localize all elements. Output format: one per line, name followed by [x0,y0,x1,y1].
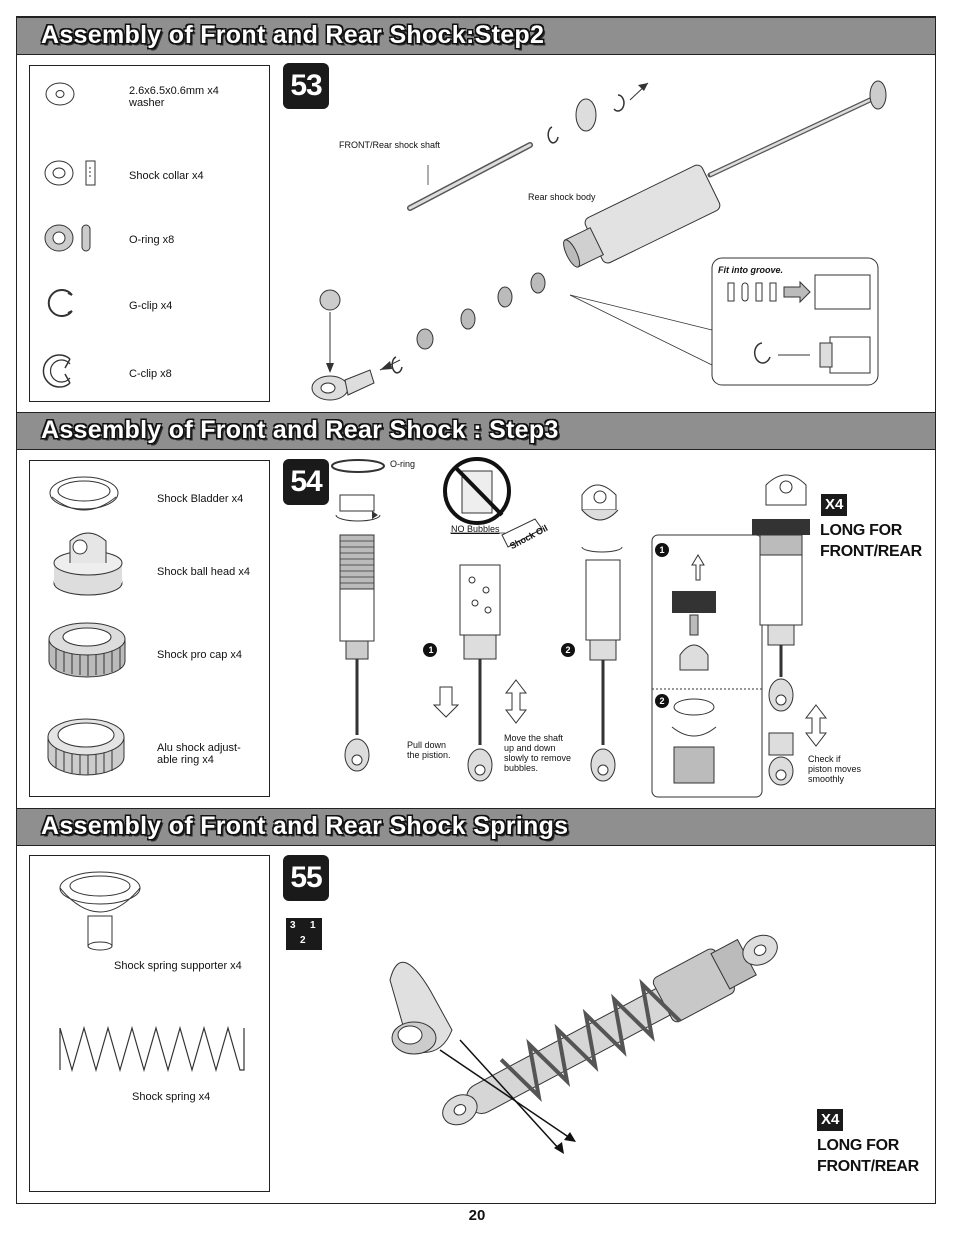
part-label: Shock spring supporter x4 [114,960,242,972]
section-title: Assembly of Front and Rear Shock Springs [41,812,569,840]
o-ring-label: O-ring [390,459,416,469]
shock-spring-icon [58,1024,248,1074]
part-label: G-clip x4 [129,300,173,312]
step-number-55: 55 [283,855,329,901]
shock-ball-head-icon [48,527,128,599]
order-1: 1 [310,920,316,931]
inset-marker-2: 2 [659,696,665,706]
section-header-springs [17,808,935,846]
part-label: 2.6x6.5x0.6mm x4 washer [129,85,219,109]
part-label: Shock Bladder x4 [157,493,244,505]
inset-marker-1: 1 [659,545,665,555]
part-label: C-clip x8 [129,368,172,380]
step-marker-1: 1 [428,645,434,655]
part-label: Shock spring x4 [132,1091,211,1103]
order-2: 2 [300,935,306,946]
quantity-badge: X4 [821,494,847,516]
fit-groove-label: Fit into groove. [718,265,783,275]
spring-supporter-icon [50,866,160,956]
part-label: Shock ball head x4 [157,566,250,578]
section-header-step3 [17,412,935,450]
quantity-badge: X4 [817,1109,843,1131]
shock-collar-icon [44,159,104,187]
shock-oil-label: Shock Oil [508,522,550,552]
o-ring-icon [44,223,104,253]
section-title: Assembly of Front and Rear Shock:Step2 [41,21,545,49]
page-number: 20 [468,1207,486,1224]
order-3: 3 [290,920,296,931]
section-title: Assembly of Front and Rear Shock : Step3 [41,416,559,444]
shock-bladder-icon [44,473,124,519]
washer-icon [44,81,76,107]
parts-box-springs [29,855,270,1192]
alu-adjustable-ring-icon [44,713,128,779]
shock-shaft-label: FRONT/Rear shock shaft [339,140,441,150]
no-bubbles-label: NO Bubbles [451,524,500,534]
part-label: Alu shock adjust- able ring x4 [157,742,241,766]
check-piston-label: Check if piston moves smoothly [808,754,862,784]
parts-box-step2 [29,65,270,402]
pull-down-label: Pull down the pistion. [407,740,451,760]
part-label: Shock pro cap x4 [157,649,242,661]
part-label: Shock collar x4 [129,170,204,182]
long-for-label: LONG FOR FRONT/REAR [817,1137,919,1175]
c-clip-icon [40,353,82,389]
move-shaft-label: Move the shaft up and down slowly to remove bubbles. [504,733,572,773]
spring-assembly-diagram [380,910,820,1160]
shock-pro-cap-icon [46,617,128,681]
section-header-step2 [17,17,935,55]
parts-box-step3 [29,460,270,797]
step-number-53: 53 [283,63,329,109]
part-label: O-ring x8 [129,234,175,246]
g-clip-icon [44,287,80,319]
assembly-order-badge [286,918,322,950]
step-number-54: 54 [283,459,329,505]
long-for-label: LONG FOR FRONT/REAR [820,522,922,560]
shock-body-label: Rear shock body [528,192,596,202]
shock-shaft-assembly-diagram [300,75,930,415]
step-marker-2: 2 [565,645,571,655]
